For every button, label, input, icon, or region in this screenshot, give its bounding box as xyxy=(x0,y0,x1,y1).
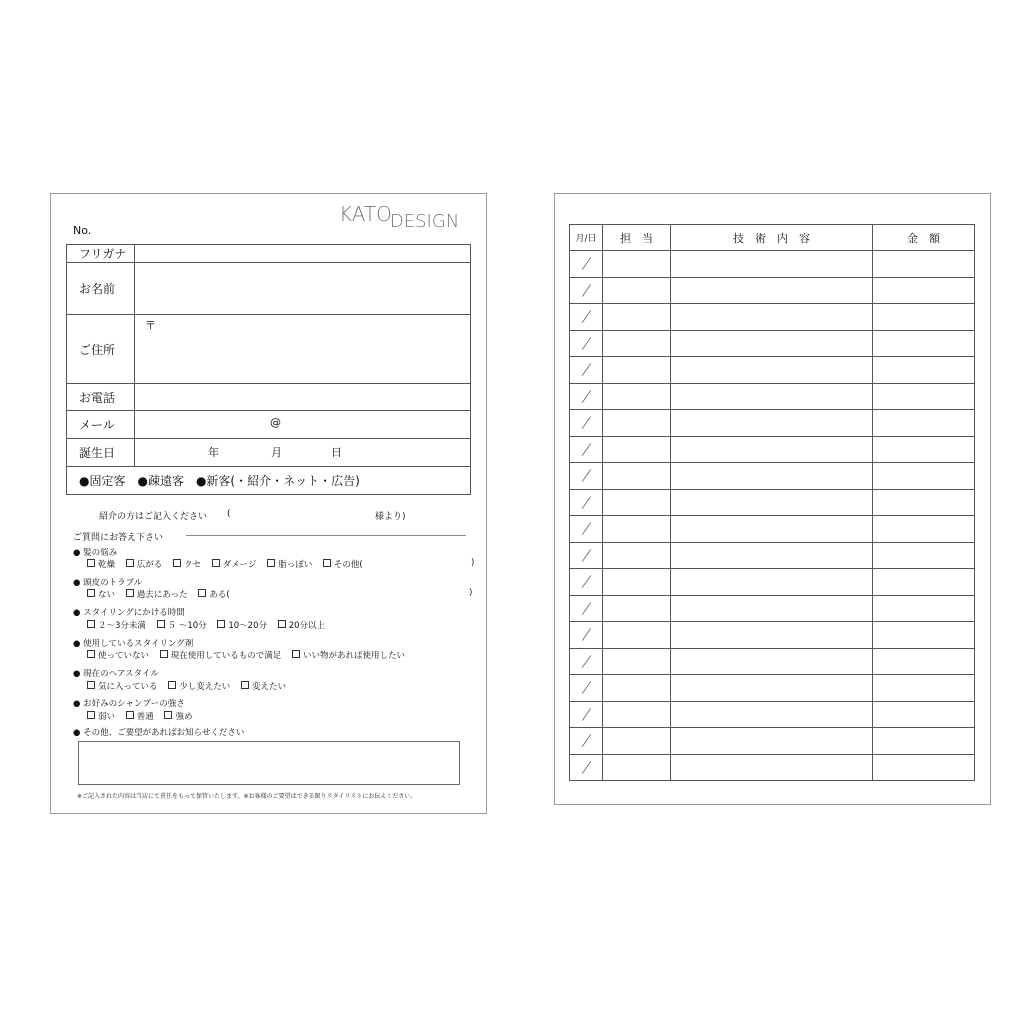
name-field[interactable] xyxy=(135,263,471,315)
record-date-cell[interactable] xyxy=(570,304,603,331)
date-slash-mark xyxy=(581,310,590,323)
checkbox[interactable] xyxy=(173,559,181,567)
record-treatment-cell[interactable] xyxy=(671,277,873,304)
record-staff-cell[interactable] xyxy=(603,701,671,728)
checkbox[interactable] xyxy=(217,620,225,628)
record-date-cell[interactable] xyxy=(570,675,603,702)
record-amount-cell[interactable] xyxy=(873,436,975,463)
styling-time-options xyxy=(76,619,333,631)
record-treatment-cell[interactable] xyxy=(671,701,873,728)
option-want-good[interactable]: いい物があれば使用したい xyxy=(292,651,405,661)
referral-text: 紹介の方はご記入ください xyxy=(99,512,208,522)
referral-line xyxy=(99,509,406,522)
option-5-10min[interactable]: ５ ～10分 xyxy=(157,621,207,631)
postal-mark: 〒 xyxy=(145,319,156,332)
record-row xyxy=(570,489,975,516)
checkbox[interactable] xyxy=(278,620,286,628)
date-slash-mark xyxy=(581,522,590,535)
customer-form-card xyxy=(50,193,487,814)
record-amount-cell[interactable] xyxy=(873,595,975,622)
header-amount: 金 額 xyxy=(873,225,975,251)
record-amount-cell[interactable] xyxy=(873,754,975,781)
year-label: 年 xyxy=(208,446,219,459)
date-slash-mark xyxy=(581,363,590,376)
record-row xyxy=(570,463,975,490)
record-treatment-cell[interactable] xyxy=(671,489,873,516)
furigana-label: フリガナ xyxy=(67,245,135,263)
address-label: ご住所 xyxy=(67,315,135,384)
header-treatment: 技 術 内 容 xyxy=(671,225,873,251)
customer-type-options[interactable]: ●固定客 ●疎遠客 ●新客(・紹介・ネット・広告) xyxy=(67,467,471,495)
checkbox[interactable] xyxy=(87,589,95,597)
record-staff-cell[interactable] xyxy=(603,675,671,702)
record-amount-cell[interactable] xyxy=(873,622,975,649)
record-date-cell[interactable] xyxy=(570,648,603,675)
record-amount-cell[interactable] xyxy=(873,463,975,490)
record-row xyxy=(570,648,975,675)
option-none[interactable]: ない xyxy=(87,590,115,600)
record-row xyxy=(570,330,975,357)
record-treatment-cell[interactable] xyxy=(671,410,873,437)
record-amount-cell[interactable] xyxy=(873,251,975,278)
at-mark: @ xyxy=(270,416,281,429)
date-slash-mark xyxy=(581,628,590,641)
record-amount-cell[interactable] xyxy=(873,330,975,357)
month-label: 月 xyxy=(271,446,282,459)
record-date-cell[interactable] xyxy=(570,542,603,569)
record-treatment-cell[interactable] xyxy=(671,436,873,463)
option-yes[interactable]: ある( xyxy=(198,590,229,600)
phone-label: お電話 xyxy=(67,384,135,411)
record-staff-cell[interactable] xyxy=(603,569,671,596)
current-style-options xyxy=(76,680,294,692)
option-oily[interactable]: 脂っぽい xyxy=(267,560,312,570)
hair-other-close-bracket: ) xyxy=(471,558,475,568)
date-slash-mark xyxy=(581,549,590,562)
record-date-cell[interactable] xyxy=(570,330,603,357)
option-other[interactable]: その他( xyxy=(323,560,363,570)
header-staff: 担 当 xyxy=(603,225,671,251)
checkbox[interactable] xyxy=(168,681,176,689)
record-staff-cell[interactable] xyxy=(603,754,671,781)
record-date-cell[interactable] xyxy=(570,728,603,755)
record-treatment-cell[interactable] xyxy=(671,516,873,543)
styling-product-options xyxy=(76,649,413,661)
record-date-cell[interactable] xyxy=(570,622,603,649)
date-slash-mark xyxy=(581,761,590,774)
record-treatment-cell[interactable] xyxy=(671,304,873,331)
question-other-requests: ● その他、ご要望があればお知らせください xyxy=(73,728,245,738)
checkbox[interactable] xyxy=(87,681,95,689)
record-staff-cell[interactable] xyxy=(603,330,671,357)
question-shampoo-strength: ● お好みのシャンプーの強さ xyxy=(73,699,185,709)
option-frizz[interactable]: 広がる xyxy=(126,560,163,570)
record-row xyxy=(570,277,975,304)
record-staff-cell[interactable] xyxy=(603,622,671,649)
option-not-using[interactable]: 使っていない xyxy=(87,651,149,661)
record-row xyxy=(570,436,975,463)
checkbox[interactable] xyxy=(198,589,206,597)
date-slash-mark xyxy=(581,443,590,456)
record-row xyxy=(570,622,975,649)
record-treatment-cell[interactable] xyxy=(671,383,873,410)
record-date-cell[interactable] xyxy=(570,754,603,781)
record-date-cell[interactable] xyxy=(570,383,603,410)
option-damage[interactable]: ダメージ xyxy=(212,560,257,570)
record-date-cell[interactable] xyxy=(570,595,603,622)
record-header-row xyxy=(570,225,975,251)
option-change-little[interactable]: 少し変えたい xyxy=(168,682,230,692)
record-treatment-cell[interactable] xyxy=(671,357,873,384)
record-row xyxy=(570,701,975,728)
number-label: No. xyxy=(73,224,92,237)
record-date-cell[interactable] xyxy=(570,277,603,304)
record-date-cell[interactable] xyxy=(570,463,603,490)
customer-info-table xyxy=(66,244,471,495)
date-slash-mark xyxy=(581,337,590,350)
date-slash-mark xyxy=(581,681,590,694)
phone-field[interactable] xyxy=(135,384,471,411)
record-row xyxy=(570,304,975,331)
logo-design-text: DESIGN xyxy=(389,211,460,232)
record-treatment-cell[interactable] xyxy=(671,648,873,675)
record-amount-cell[interactable] xyxy=(873,304,975,331)
question-scalp-trouble: ● 頭皮のトラブル xyxy=(73,578,143,588)
date-slash-mark xyxy=(581,390,590,403)
email-field[interactable] xyxy=(135,411,471,439)
question-hair-concerns: ● 髪の悩み xyxy=(73,548,118,558)
option-weak[interactable]: 弱い xyxy=(87,712,115,722)
referral-suffix: 様より) xyxy=(375,512,406,522)
logo-kato-text: KATO xyxy=(339,202,392,226)
record-treatment-cell[interactable] xyxy=(671,569,873,596)
option-dry[interactable]: 乾燥 xyxy=(87,560,115,570)
phone-row xyxy=(67,384,471,411)
record-amount-cell[interactable] xyxy=(873,675,975,702)
record-row xyxy=(570,728,975,755)
birthday-row xyxy=(67,439,471,467)
treatment-record-table xyxy=(569,224,975,781)
record-date-cell[interactable] xyxy=(570,701,603,728)
scalp-options xyxy=(76,588,238,600)
option-strong[interactable]: 強め xyxy=(164,712,192,722)
date-slash-mark xyxy=(581,496,590,509)
date-slash-mark xyxy=(581,469,590,482)
record-staff-cell[interactable] xyxy=(603,410,671,437)
record-row xyxy=(570,754,975,781)
option-20min-plus[interactable]: 20分以上 xyxy=(278,621,325,631)
name-row xyxy=(67,263,471,315)
record-staff-cell[interactable] xyxy=(603,542,671,569)
kato-design-logo xyxy=(339,202,460,232)
privacy-note: ※ご記入された内容は当店にて責任をもって保管いたします。※お客様のご要望はできる限りスタイリストにお伝えください。 xyxy=(77,793,417,800)
record-date-cell[interactable] xyxy=(570,569,603,596)
record-row xyxy=(570,516,975,543)
name-label: お名前 xyxy=(67,263,135,315)
checkbox[interactable] xyxy=(87,559,95,567)
option-curl[interactable]: クセ xyxy=(173,560,201,570)
record-amount-cell[interactable] xyxy=(873,701,975,728)
checkbox[interactable] xyxy=(164,711,172,719)
record-treatment-cell[interactable] xyxy=(671,330,873,357)
record-amount-cell[interactable] xyxy=(873,569,975,596)
record-amount-cell[interactable] xyxy=(873,410,975,437)
record-row xyxy=(570,251,975,278)
record-amount-cell[interactable] xyxy=(873,357,975,384)
option-10-20min[interactable]: 10～20分 xyxy=(217,621,267,631)
record-date-cell[interactable] xyxy=(570,251,603,278)
record-treatment-cell[interactable] xyxy=(671,728,873,755)
date-slash-mark xyxy=(581,284,590,297)
email-row xyxy=(67,411,471,439)
option-satisfied[interactable]: 現在使用しているもので満足 xyxy=(160,651,282,661)
record-staff-cell[interactable] xyxy=(603,304,671,331)
checkbox[interactable] xyxy=(126,711,134,719)
record-staff-cell[interactable] xyxy=(603,728,671,755)
record-amount-cell[interactable] xyxy=(873,728,975,755)
record-staff-cell[interactable] xyxy=(603,516,671,543)
furigana-row xyxy=(67,245,471,263)
scalp-close-bracket: ) xyxy=(469,588,473,598)
date-slash-mark xyxy=(581,655,590,668)
hair-concern-options xyxy=(76,558,371,570)
record-amount-cell[interactable] xyxy=(873,383,975,410)
record-date-cell[interactable] xyxy=(570,436,603,463)
address-row xyxy=(67,315,471,384)
checkbox[interactable] xyxy=(157,620,165,628)
record-row xyxy=(570,675,975,702)
record-amount-cell[interactable] xyxy=(873,277,975,304)
questions-heading: ご質問にお答え下さい xyxy=(73,533,164,543)
record-row xyxy=(570,569,975,596)
header-date: 月/日 xyxy=(570,225,603,251)
checkbox[interactable] xyxy=(126,559,134,567)
record-amount-cell[interactable] xyxy=(873,489,975,516)
record-treatment-cell[interactable] xyxy=(671,675,873,702)
checkbox[interactable] xyxy=(126,589,134,597)
option-change[interactable]: 変えたい xyxy=(241,682,286,692)
treatment-record-card xyxy=(554,193,991,805)
record-staff-cell[interactable] xyxy=(603,463,671,490)
checkbox[interactable] xyxy=(241,681,249,689)
record-treatment-cell[interactable] xyxy=(671,754,873,781)
checkbox[interactable] xyxy=(323,559,331,567)
checkbox[interactable] xyxy=(87,620,95,628)
question-current-style: ● 現在のヘアスタイル xyxy=(73,669,159,679)
record-treatment-cell[interactable] xyxy=(671,622,873,649)
checkbox[interactable] xyxy=(87,650,95,658)
option-2-3min[interactable]: ２～3分未満 xyxy=(87,621,146,631)
birthday-field[interactable] xyxy=(135,439,471,467)
record-treatment-cell[interactable] xyxy=(671,251,873,278)
record-staff-cell[interactable] xyxy=(603,357,671,384)
record-row xyxy=(570,410,975,437)
address-field[interactable] xyxy=(135,315,471,384)
record-treatment-cell[interactable] xyxy=(671,463,873,490)
question-styling-product: ● 使用しているスタイリング剤 xyxy=(73,639,194,649)
record-body xyxy=(570,251,975,781)
record-amount-cell[interactable] xyxy=(873,542,975,569)
record-row xyxy=(570,595,975,622)
option-normal[interactable]: 普通 xyxy=(126,712,154,722)
referral-open-bracket: ( xyxy=(227,509,231,519)
record-staff-cell[interactable] xyxy=(603,595,671,622)
record-staff-cell[interactable] xyxy=(603,383,671,410)
checkbox[interactable] xyxy=(160,650,168,658)
date-slash-mark xyxy=(581,575,590,588)
questions-divider xyxy=(186,535,466,536)
checkbox[interactable] xyxy=(267,559,275,567)
date-slash-mark xyxy=(581,257,590,270)
record-amount-cell[interactable] xyxy=(873,516,975,543)
customer-type-row xyxy=(67,467,471,495)
checkbox[interactable] xyxy=(87,711,95,719)
checkbox[interactable] xyxy=(292,650,300,658)
record-staff-cell[interactable] xyxy=(603,648,671,675)
date-slash-mark xyxy=(581,734,590,747)
requests-textarea[interactable] xyxy=(78,741,460,785)
day-label: 日 xyxy=(331,446,342,459)
record-staff-cell[interactable] xyxy=(603,251,671,278)
record-staff-cell[interactable] xyxy=(603,489,671,516)
record-staff-cell[interactable] xyxy=(603,277,671,304)
option-like-it[interactable]: 気に入っている xyxy=(87,682,158,692)
date-slash-mark xyxy=(581,708,590,721)
record-date-cell[interactable] xyxy=(570,410,603,437)
record-date-cell[interactable] xyxy=(570,357,603,384)
record-treatment-cell[interactable] xyxy=(671,595,873,622)
question-styling-time: ● スタイリングにかける時間 xyxy=(73,608,185,618)
shampoo-options xyxy=(76,710,200,722)
record-date-cell[interactable] xyxy=(570,516,603,543)
record-amount-cell[interactable] xyxy=(873,648,975,675)
record-row xyxy=(570,542,975,569)
checkbox[interactable] xyxy=(212,559,220,567)
date-slash-mark xyxy=(581,416,590,429)
record-date-cell[interactable] xyxy=(570,489,603,516)
furigana-field[interactable] xyxy=(135,245,471,263)
record-treatment-cell[interactable] xyxy=(671,542,873,569)
email-label: メール xyxy=(67,411,135,439)
record-row xyxy=(570,383,975,410)
record-row xyxy=(570,357,975,384)
date-slash-mark xyxy=(581,602,590,615)
record-staff-cell[interactable] xyxy=(603,436,671,463)
birthday-label: 誕生日 xyxy=(67,439,135,467)
option-past[interactable]: 過去にあった xyxy=(126,590,188,600)
